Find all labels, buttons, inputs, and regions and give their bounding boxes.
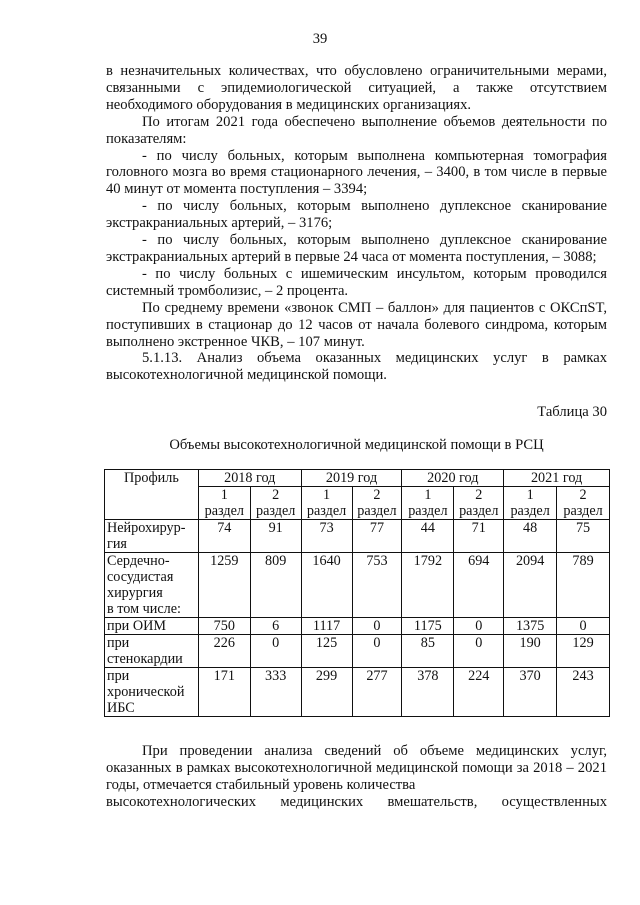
table-cell: 171 xyxy=(198,668,250,717)
section-word: раздел xyxy=(256,503,296,520)
table-cell: 75 xyxy=(557,520,610,553)
list-item: - по числу больных, которым выполнено дуплексное сканирование экстракраниальных артерий в первые 24 часа от момента поступления, – 3088; xyxy=(106,232,607,265)
table-cell: 129 xyxy=(557,635,610,668)
section-number: 1 xyxy=(424,487,432,504)
table-cell: 378 xyxy=(402,668,454,717)
subheader-cell xyxy=(250,487,301,520)
section-word: раздел xyxy=(510,503,550,520)
table-cell: 224 xyxy=(454,668,504,717)
section-word: раздел xyxy=(357,503,397,520)
table-cell: 370 xyxy=(504,668,557,717)
table-cell: 2094 xyxy=(504,553,557,618)
table-cell: 74 xyxy=(198,520,250,553)
table-cell: 91 xyxy=(250,520,301,553)
subheader-cell xyxy=(352,487,402,520)
section-number: 2 xyxy=(475,487,483,504)
paragraph: При проведении анализа сведений об объеме медицинских услуг, оказанных в рамках высокотехнологичной медицинской помощи за 2018 – 2021 годы, отмечается стабильный уровень количества xyxy=(106,743,607,793)
subheader-cell xyxy=(402,487,454,520)
header-year: 2019 год xyxy=(301,470,402,487)
table-cell: 77 xyxy=(352,520,402,553)
header-year: 2020 год xyxy=(402,470,504,487)
paragraph: в незначительных количествах, что обусловлено ограничительными мерами, связанными с эпидемиологической ситуацией, а также отсутствием необходимого оборудования в медицинских организациях. xyxy=(106,63,607,113)
paragraph-line: высокотехнологических медицинских вмешательств, осуществленных xyxy=(106,793,607,810)
section-word: раздел xyxy=(459,503,499,520)
table-cell: 1175 xyxy=(402,618,454,635)
table-cell: 125 xyxy=(301,635,352,668)
table-cell: 0 xyxy=(454,635,504,668)
section-word: раздел xyxy=(563,503,603,520)
table-row xyxy=(105,520,610,553)
table-cell: 1117 xyxy=(301,618,352,635)
paragraph: По итогам 2021 года обеспечено выполнение объемов деятельности по показателям: xyxy=(106,113,607,147)
table-cell: 0 xyxy=(454,618,504,635)
header-year: 2021 год xyxy=(504,470,610,487)
section-word: раздел xyxy=(204,503,244,520)
table-cell: 1792 xyxy=(402,553,454,618)
header-profile: Профиль xyxy=(105,470,199,520)
table-cell: 190 xyxy=(504,635,557,668)
table-cell: 0 xyxy=(352,618,402,635)
table-cell: 0 xyxy=(557,618,610,635)
table-cell: 44 xyxy=(402,520,454,553)
table-cell: 1640 xyxy=(301,553,352,618)
row-label: при ОИМ xyxy=(105,618,199,635)
row-label: при хронической ИБС xyxy=(105,668,199,717)
table-cell: 0 xyxy=(352,635,402,668)
table-cell: 809 xyxy=(250,553,301,618)
table-cell: 243 xyxy=(557,668,610,717)
row-label: при стенокардии xyxy=(105,635,199,668)
subheader-cell xyxy=(301,487,352,520)
page-number: 39 xyxy=(312,31,328,47)
list-item: - по числу больных, которым выполнена компьютерная томография головного мозга во время стационарного лечения, – 3400, в том числе в первые 40 минут от момента поступления – 3394; xyxy=(106,147,607,198)
header-year: 2018 год xyxy=(198,470,301,487)
subheader-cell xyxy=(454,487,504,520)
paragraph: По среднему времени «звонок СМП – баллон» для пациентов с ОКСпST, поступивших в стационар до 12 часов от начала болевого синдрома, которым выполнено экстренное ЧКВ, – 107 минут. xyxy=(106,299,607,350)
table-body xyxy=(105,470,610,717)
table-label: Таблица 30 xyxy=(537,404,607,421)
table-cell: 85 xyxy=(402,635,454,668)
section-number: 2 xyxy=(373,487,381,504)
subheader-cell xyxy=(504,487,557,520)
row-label: Сердечно- сосудистая хирургия в том числе: xyxy=(105,553,199,618)
table-cell: 71 xyxy=(454,520,504,553)
subheader-cell xyxy=(198,487,250,520)
row-label: Нейрохирур- гия xyxy=(105,520,199,553)
section-number: 1 xyxy=(323,487,331,504)
document-body xyxy=(106,63,607,811)
table-row xyxy=(105,635,610,668)
list-item: - по числу больных с ишемическим инсультом, которым проводился системный тромболизис, – 2 процента. xyxy=(106,265,607,299)
table-cell: 299 xyxy=(301,668,352,717)
table-row xyxy=(105,618,610,635)
table-cell: 0 xyxy=(250,635,301,668)
table-cell: 226 xyxy=(198,635,250,668)
section-word: раздел xyxy=(306,503,347,520)
table-cell: 277 xyxy=(352,668,402,717)
section-number: 2 xyxy=(272,487,280,504)
table-cell: 333 xyxy=(250,668,301,717)
section-heading: 5.1.13. Анализ объема оказанных медицинских услуг в рамках высокотехнологичной медицинской помощи. xyxy=(106,350,607,384)
table-cell: 750 xyxy=(198,618,250,635)
table-cell: 48 xyxy=(504,520,557,553)
table-row xyxy=(105,668,610,717)
subheader-cell xyxy=(557,487,610,520)
table-cell: 1259 xyxy=(198,553,250,618)
table-cell: 753 xyxy=(352,553,402,618)
section-number: 1 xyxy=(526,487,534,504)
table-row xyxy=(105,553,610,618)
table-cell: 6 xyxy=(250,618,301,635)
data-table xyxy=(104,469,610,717)
table-cell: 789 xyxy=(557,553,610,618)
section-number: 1 xyxy=(220,487,228,504)
header-row xyxy=(105,470,610,487)
table-title: Объемы высокотехнологичной медицинской помощи в РСЦ xyxy=(169,437,544,454)
list-item: - по числу больных, которым выполнено дуплексное сканирование экстракраниальных артерий, – 3176; xyxy=(106,198,607,232)
section-word: раздел xyxy=(408,503,448,520)
table-cell: 1375 xyxy=(504,618,557,635)
table-cell: 73 xyxy=(301,520,352,553)
table-cell: 694 xyxy=(454,553,504,618)
section-number: 2 xyxy=(579,487,587,504)
